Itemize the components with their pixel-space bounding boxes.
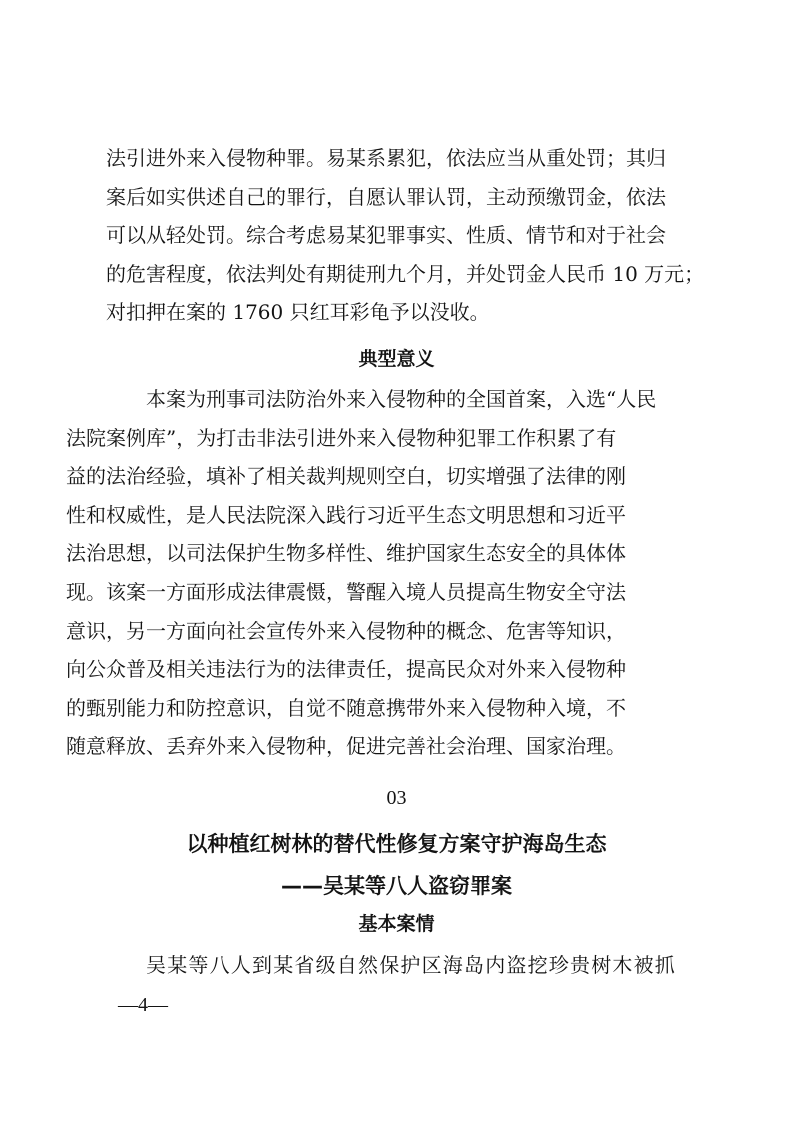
text-line: 案后如实供述自己的罪行，自愿认罪认罚，主动预缴罚金，依法 (106, 184, 666, 209)
text-line: 的甄别能力和防控意识，自觉不随意携带外来入侵物种入境，不 (66, 695, 626, 720)
case-title: 以种植红树林的替代性修复方案守护海岛生态 (186, 832, 607, 856)
case-number: 03 (386, 787, 407, 809)
basic-facts-first-line: 吴某等八人到某省级自然保护区海岛内盗挖珍贵树木被抓 (146, 953, 676, 977)
paragraph-verdict (106, 139, 705, 332)
text-line: 意识，另一方面向社会宣传外来入侵物种的概念、危害等知识， (66, 618, 626, 643)
paragraph-significance (66, 380, 691, 766)
text-line: 向公众普及相关违法行为的法律责任，提高民众对外来入侵物种 (66, 657, 626, 682)
text-line: 益的法治经验，填补了相关裁判规则空白，切实增强了法律的刚 (66, 464, 626, 489)
text-line: 可以从轻处罚。综合考虑易某犯罪事实、性质、情节和对于社会 (106, 223, 666, 248)
page-number: —4— (118, 994, 168, 1016)
case-subtitle: ——吴某等八人盗窃罪案 (281, 874, 512, 898)
text-line: 法院案例库”，为打击非法引进外来入侵物种犯罪工作积累了有 (66, 425, 617, 450)
text-line: 法治思想，以司法保护生物多样性、维护国家生态安全的具体体 (66, 541, 626, 566)
text-line: 法引进外来入侵物种罪。易某系累犯，依法应当从重处罚；其归 (106, 146, 666, 170)
text-line: 随意释放、丢弃外来入侵物种，促进完善社会治理、国家治理。 (66, 734, 626, 759)
heading-typical-significance: 典型意义 (358, 348, 435, 370)
text-line: 的危害程度，依法判处有期徒刑九个月，并处罚金人民币 10 万元； (106, 261, 705, 286)
text-line: 本案为刑事司法防治外来入侵物种的全国首案，入选“人民 (146, 387, 657, 411)
text-line: 对扣押在案的 1760 只红耳彩龟予以没收。 (106, 300, 490, 325)
heading-basic-facts: 基本案情 (358, 913, 435, 935)
text-line: 性和权威性，是人民法院深入践行习近平生态文明思想和习近平 (66, 502, 626, 527)
text-line: 现。该案一方面形成法律震慑，警醒入境人员提高生物安全守法 (66, 579, 626, 604)
